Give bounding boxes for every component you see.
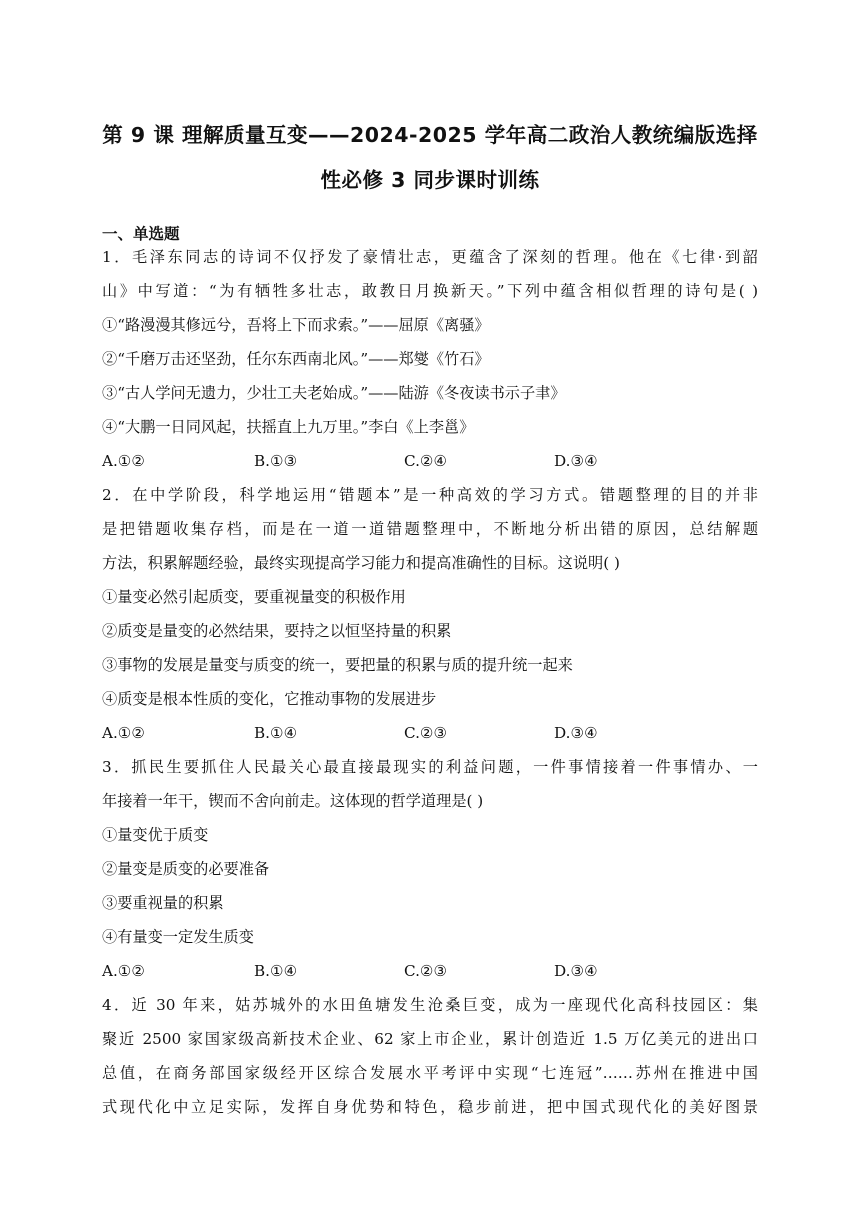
question-2-stem-line-2: 是把错题收集存档，而是在一道一道错题整理中，不断地分析出错的原因，总结解题 — [102, 520, 758, 538]
document-title-line-2: 性必修 3 同步课时训练 — [320, 168, 540, 192]
question-1-item-3: ③“古人学问无遗力，少壮工夫老始成。”——陆游《冬夜读书示子聿》 — [102, 384, 566, 402]
question-3-item-2: ②量变是质变的必要准备 — [102, 860, 270, 878]
question-3-item-3: ③要重视量的积累 — [102, 894, 224, 912]
question-2-stem-line-1: 2．在中学阶段，科学地运用“错题本”是一种高效的学习方式。错题整理的目的并非 — [102, 486, 758, 504]
question-3-options — [102, 961, 758, 981]
option-d[interactable]: D.③④ — [554, 962, 598, 980]
question-1-item-4: ④“大鹏一日同风起，扶摇直上九万里。”李白《上李邕》 — [102, 418, 475, 436]
question-4-stem-line-1: 4．近 30 年来，姑苏城外的水田鱼塘发生沧桑巨变，成为一座现代化高科技园区：集 — [102, 996, 758, 1014]
option-a[interactable]: A.①② — [102, 724, 146, 742]
question-1-item-1: ①“路漫漫其修远兮，吾将上下而求索。”——屈原《离骚》 — [102, 316, 490, 334]
question-4-stem-line-3: 总值，在商务部国家级经开区综合发展水平考评中实现“七连冠”……苏州在推进中国 — [102, 1064, 758, 1082]
question-2-item-3: ③事物的发展是量变与质变的统一，要把量的积累与质的提升统一起来 — [102, 656, 573, 674]
question-3-stem-line-1: 3．抓民生要抓住人民最关心最直接最现实的利益问题，一件事情接着一件事情办、一 — [102, 758, 758, 776]
question-3-item-4: ④有量变一定发生质变 — [102, 928, 254, 946]
option-b[interactable]: B.①④ — [254, 724, 298, 742]
question-1-item-2: ②“千磨万击还坚劲，任尔东西南北风。”——郑燮《竹石》 — [102, 350, 490, 368]
question-2-item-1: ①量变必然引起质变，要重视量变的积极作用 — [102, 588, 406, 606]
document-title-line-1: 第 9 课 理解质量互变——2024-2025 学年高二政治人教统编版选择 — [102, 123, 758, 147]
option-c[interactable]: C.②③ — [404, 962, 448, 980]
option-b[interactable]: B.①④ — [254, 962, 298, 980]
question-4-stem-line-4: 式现代化中立足实际，发挥自身优势和特色，稳步前进，把中国式现代化的美好图景 — [102, 1098, 758, 1116]
option-a[interactable]: A.①② — [102, 452, 146, 470]
option-c[interactable]: C.②③ — [404, 724, 448, 742]
option-d[interactable]: D.③④ — [554, 724, 598, 742]
section-heading: 一、单选题 — [102, 225, 180, 243]
question-4-stem-line-2: 聚近 2500 家国家级高新技术企业、62 家上市企业，累计创造近 1.5 万亿美元的进出口 — [102, 1030, 758, 1048]
question-2-options — [102, 723, 758, 743]
option-b[interactable]: B.①③ — [254, 452, 298, 470]
question-1-options — [102, 451, 758, 471]
question-1-stem-line-2: 山》中写道：“为有牺牲多壮志，敢教日月换新天。”下列中蕴含相似哲理的诗句是( ) — [102, 282, 758, 300]
option-c[interactable]: C.②④ — [404, 452, 448, 470]
option-a[interactable]: A.①② — [102, 962, 146, 980]
question-1-stem-line-1: 1．毛泽东同志的诗词不仅抒发了豪情壮志，更蕴含了深刻的哲理。他在《七律·到韶 — [102, 248, 758, 266]
question-2-item-2: ②质变是量变的必然结果，要持之以恒坚持量的积累 — [102, 622, 452, 640]
question-2-item-4: ④质变是根本性质的变化，它推动事物的发展进步 — [102, 690, 437, 708]
question-3-item-1: ①量变优于质变 — [102, 826, 209, 844]
question-2-stem-line-3: 方法，积累解题经验，最终实现提高学习能力和提高准确性的目标。这说明( ) — [102, 554, 620, 572]
question-3-stem-line-2: 年接着一年干，锲而不舍向前走。这体现的哲学道理是( ) — [102, 792, 484, 810]
option-d[interactable]: D.③④ — [554, 452, 598, 470]
